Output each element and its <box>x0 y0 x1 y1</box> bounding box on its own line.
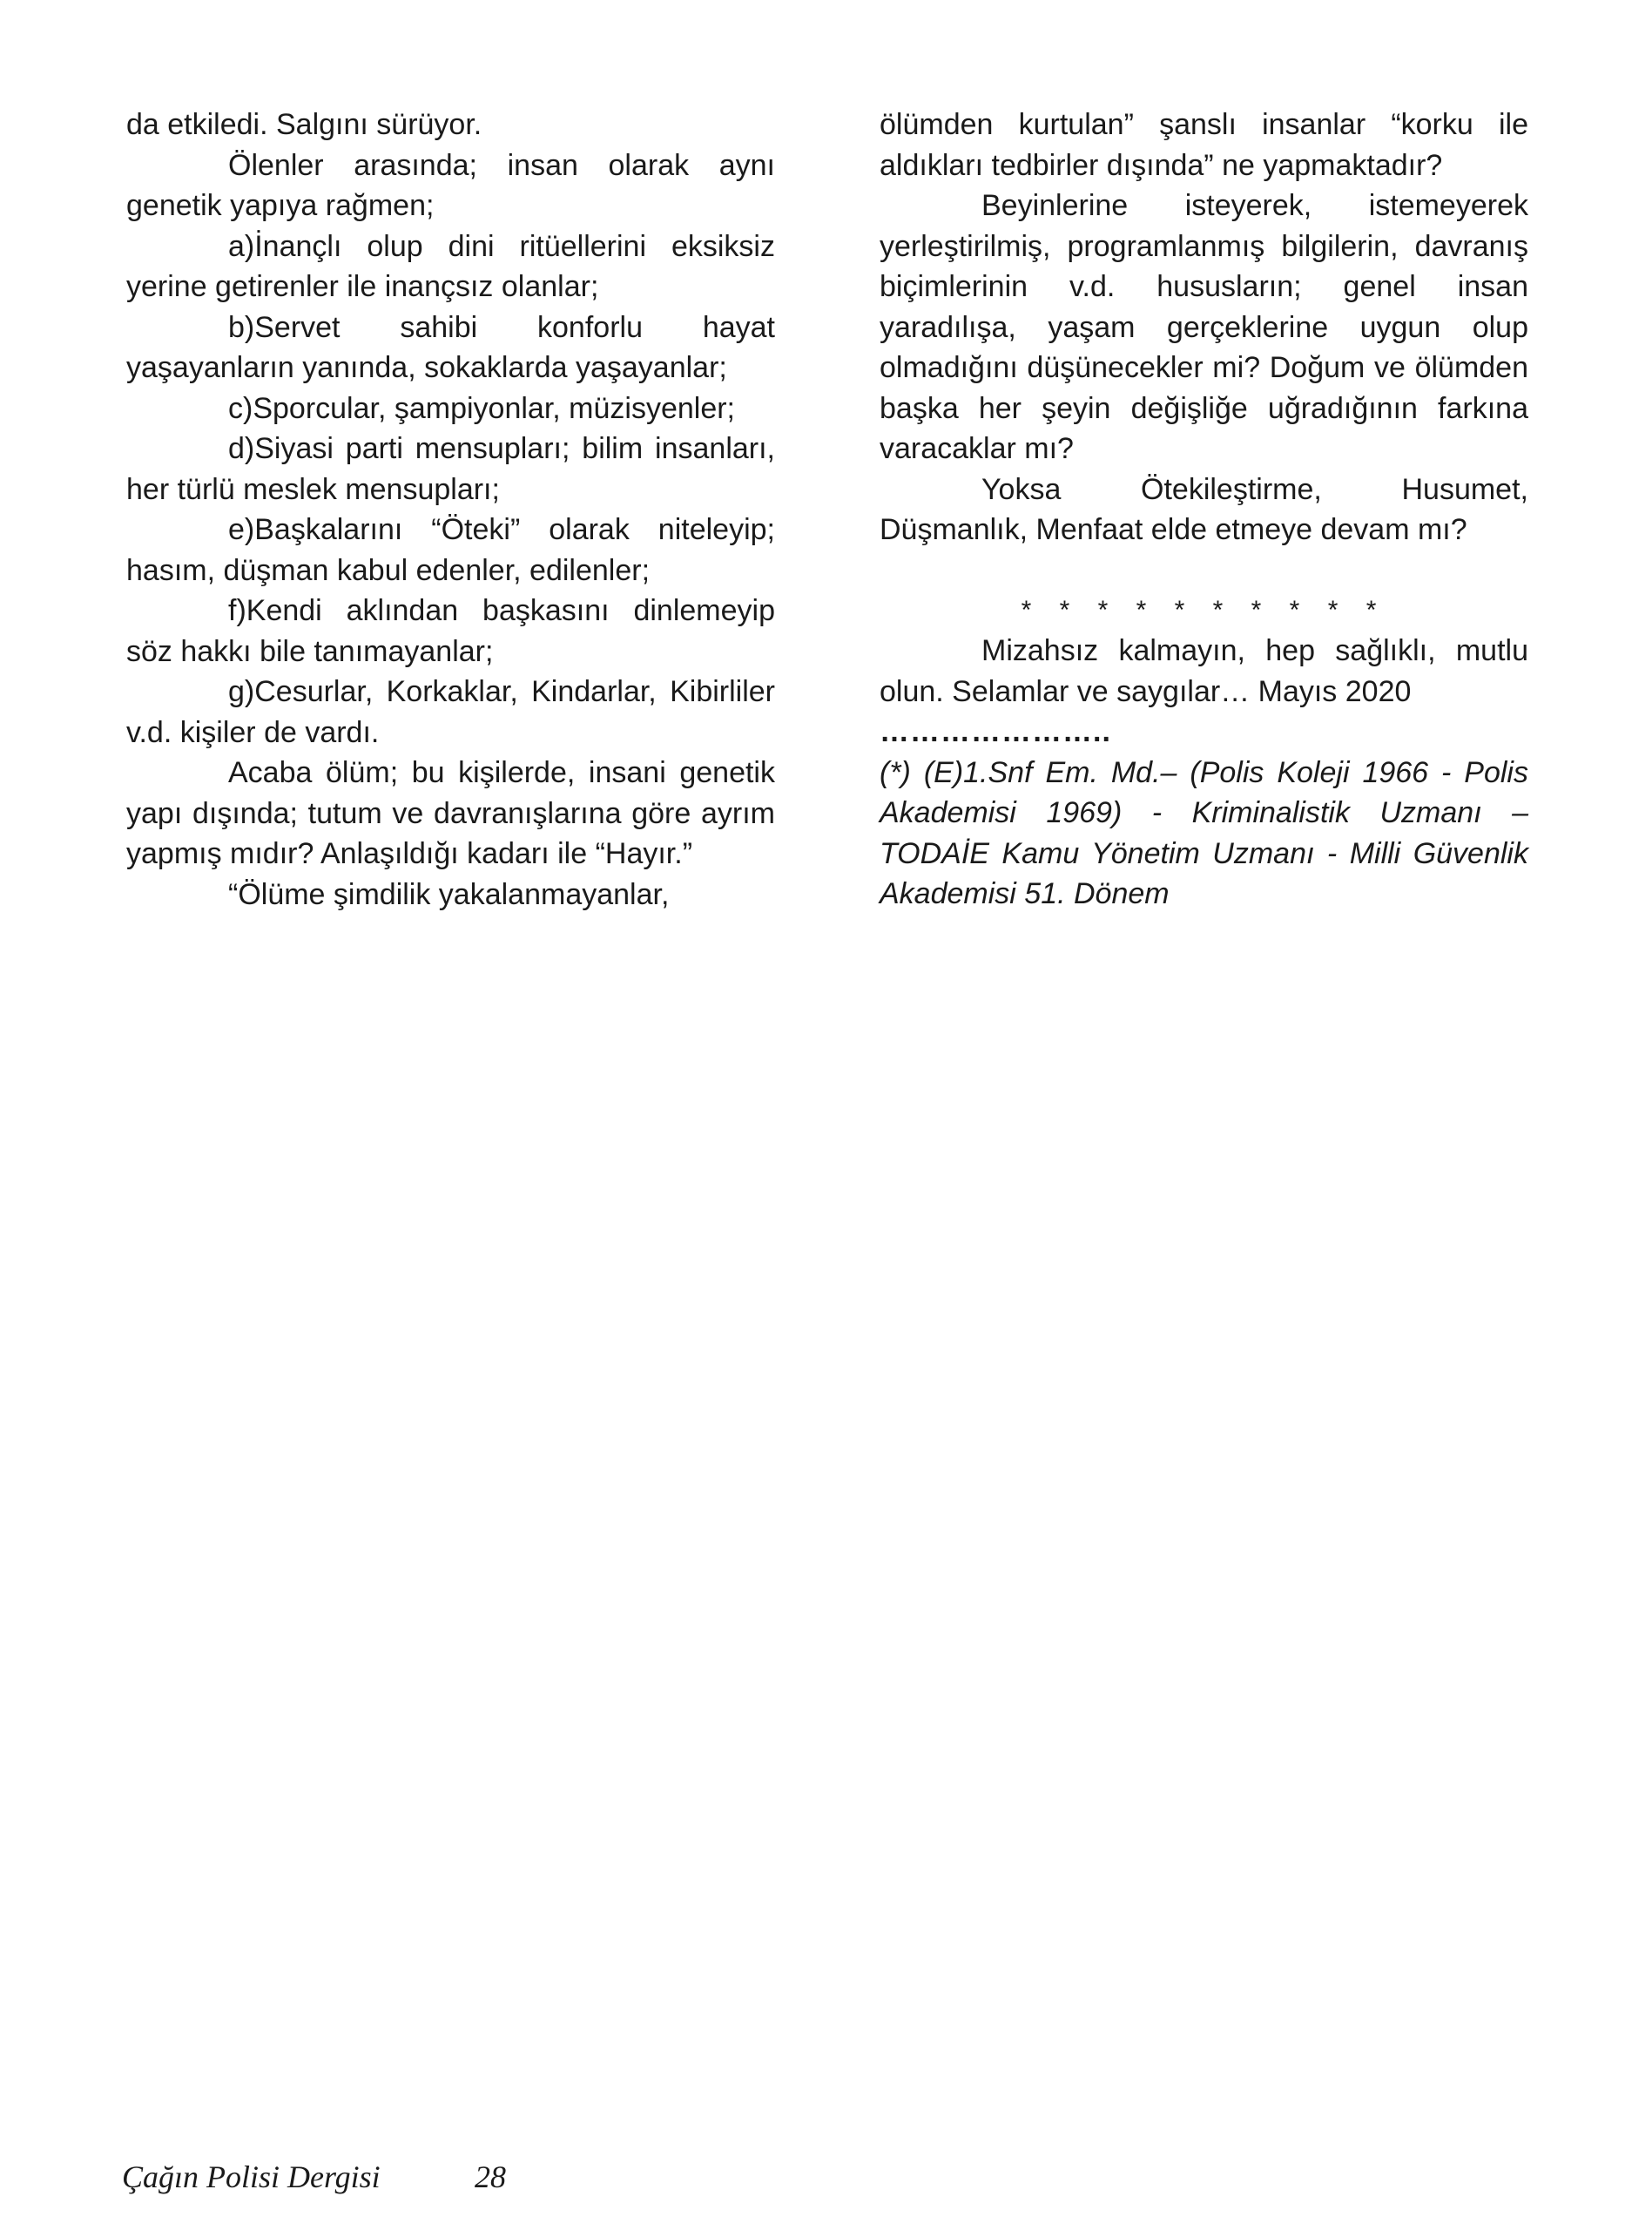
paragraph: Ölenler arasında; insan olarak aynı genetik yapıya rağmen; <box>126 148 775 222</box>
left-column <box>126 105 775 915</box>
list-item: g)Cesurlar, Korkaklar, Kindarlar, Kibirliler v.d. kişiler de vardı. <box>126 675 775 749</box>
magazine-name: Çağın Polisi Dergisi <box>122 2159 381 2194</box>
list-item: c)Sporcular, şampiyonlar, müzisyenler; <box>228 391 736 425</box>
paragraph: Acaba ölüm; bu kişilerde, insani genetik yapı dışında; tutum ve davranışlarına göre ayrım yapmış mıdır? Anlaşıldığı kadarı ile “Hayır.” <box>126 756 775 870</box>
list-item: e)Başkalarını “Öteki” olarak niteleyip; hasım, düşman kabul edenler, edilenler; <box>126 513 775 587</box>
page-number: 28 <box>475 2159 506 2194</box>
dotted-separator: ………………….. <box>880 715 1111 748</box>
list-item: f)Kendi aklından başkasını dinlemeyip söz hakkı bile tanımayanlar; <box>126 594 775 668</box>
paragraph: da etkiledi. Salgını sürüyor. <box>126 108 482 141</box>
paragraph: Beyinlerine isteyerek, istemeyerek yerleştirilmiş, programlanmış bilgilerin, davranış biçimlerinin v.d. hususların; genel insan yaradılışa, yaşam gerçeklerine uygun olup olmadığını düşünecekler mi? Doğum ve ölümden başka her şeyin değişliğe uğradığının farkına varacaklar mı? <box>880 189 1528 465</box>
list-item: b)Servet sahibi konforlu hayat yaşayanların yanında, sokaklarda yaşayanlar; <box>126 310 775 384</box>
paragraph: Yoksa Ötekileştirme, Husumet, Düşmanlık, Menfaat elde etmeye devam mı? <box>880 472 1528 546</box>
list-item: d)Siyasi parti mensupları; bilim insanları, her türlü meslek mensupları; <box>126 432 775 506</box>
list-item: a)İnançlı olup dini ritüellerini eksiksiz yerine getirenler ile inançsız olanlar; <box>126 229 775 303</box>
paragraph: ölümden kurtulan” şanslı insanlar “korku ile aldıkları tedbirler dışında” ne yapmaktadır? <box>880 108 1528 182</box>
paragraph: “Ölüme şimdilik yakalanmayanlar, <box>228 877 670 911</box>
right-column <box>880 105 1528 915</box>
author-footnote: (*) (E)1.Snf Em. Md.– (Polis Koleji 1966 - Polis Akademisi 1969) - Kriminalistik Uzmanı – TODAİE Kamu Yönetim Uzmanı - Milli Güvenlik Akademisi 51. Dönem <box>880 755 1528 910</box>
closing-paragraph: Mizahsız kalmayın, hep sağlıklı, mutlu olun. Selamlar ve saygılar… Mayıs 2020 <box>880 634 1528 708</box>
section-separator: * * * * * * * * * * <box>1021 595 1387 625</box>
